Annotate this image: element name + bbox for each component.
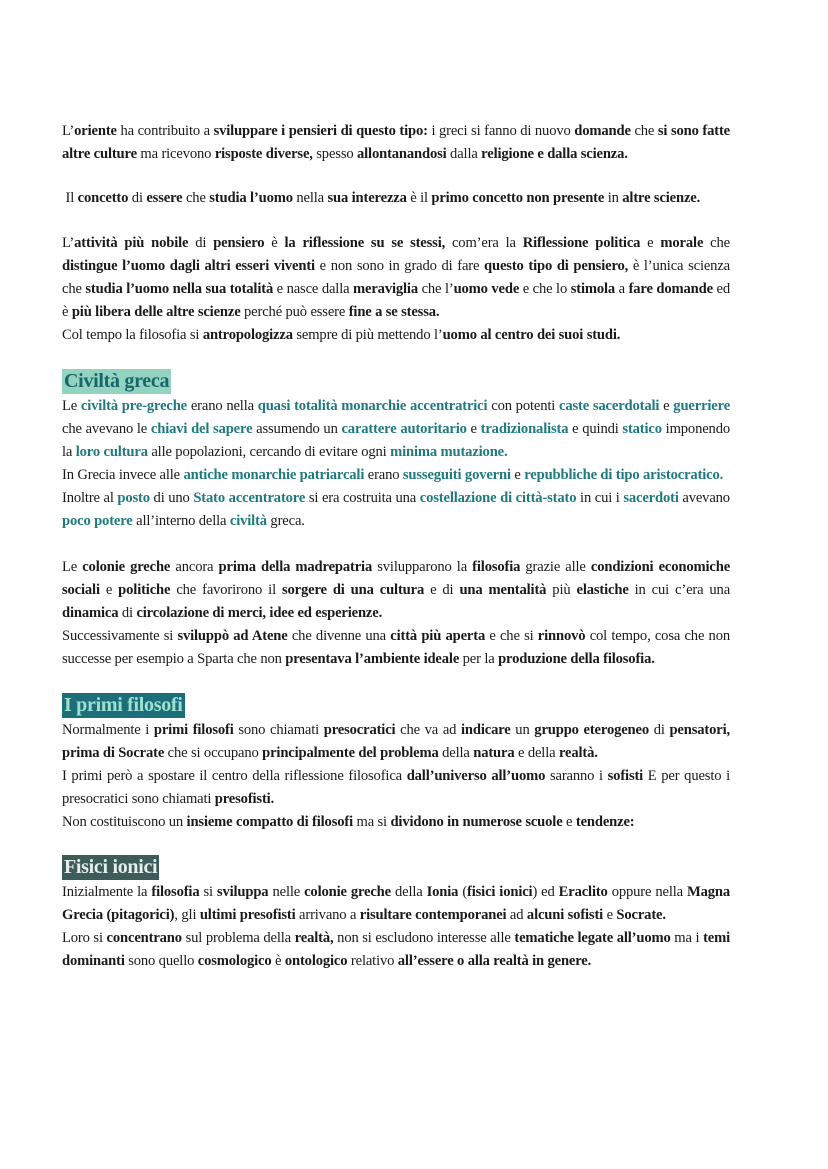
highlighted-term: chiavi del sapere: [150, 421, 253, 437]
bold-term: una mentalità: [459, 582, 547, 598]
bold-term: allontanandosi: [357, 146, 447, 162]
text-run: è il: [406, 190, 432, 206]
text-run: erano: [364, 467, 403, 483]
text-run: com’era la: [445, 235, 523, 251]
text-run: di: [118, 605, 137, 621]
bold-term: condizioni economiche sociali: [62, 559, 731, 598]
text-run: e: [466, 421, 481, 437]
text-run: ma i: [670, 930, 704, 946]
text-run: che va ad: [395, 722, 461, 738]
text-run: I primi però a spostare il centro della riflessione filosofica: [62, 768, 407, 784]
bold-term: più libera delle altre scienze: [71, 304, 241, 320]
bold-term: primi filosofi: [153, 722, 234, 738]
bold-term: altre scienze.: [622, 190, 701, 206]
text-run: all’interno della: [132, 513, 230, 529]
bold-term: stimola: [570, 281, 616, 297]
text-run: e: [99, 582, 119, 598]
text-run: e: [659, 398, 674, 414]
highlighted-term: repubbliche di tipo aristocratico.: [524, 467, 724, 483]
highlighted-term: antiche monarchie patriarcali: [183, 467, 365, 483]
bold-term: morale: [660, 235, 704, 251]
bold-term: pensiero: [213, 235, 265, 251]
text-run: Inizialmente la: [62, 884, 152, 900]
text-run: ma ricevono: [136, 146, 215, 162]
text-run: di: [188, 235, 214, 251]
text-run: che l’: [417, 281, 454, 297]
text-run: della: [390, 884, 427, 900]
bold-term: principalmente del problema: [262, 745, 439, 761]
bold-term: realtà.: [558, 745, 598, 761]
bold-term: concetto: [77, 190, 129, 206]
text-run: erano nella: [187, 398, 258, 414]
bold-term: si sono fatte altre culture: [62, 123, 730, 162]
text-run: si: [199, 884, 217, 900]
bold-term: indicare: [461, 722, 511, 738]
bold-term: concentrano: [106, 930, 182, 946]
bold-term: uomo vede: [453, 281, 520, 297]
text-run: alle popolazioni, cercando di evitare ogni: [147, 444, 391, 460]
text-run: che divenne una: [287, 628, 391, 644]
highlighted-term: tradizionalista: [480, 421, 569, 437]
text-run: in cui c’era una: [628, 582, 731, 598]
text-run: sul problema della: [181, 930, 295, 946]
paragraph-oriente: [62, 120, 730, 166]
section-primi-filosofi: [62, 693, 730, 834]
text-run: Normalmente i: [62, 722, 154, 738]
text-run: E per questo i presocratici sono chiamati: [62, 768, 730, 807]
bold-term: antropologizza: [202, 327, 293, 343]
text-run: imponendo la: [62, 421, 730, 460]
text-run: dalla: [446, 146, 482, 162]
bold-term: tematiche legate all’uomo: [514, 930, 671, 946]
paragraph-scuole: [62, 811, 730, 834]
bold-term: fine a se stessa.: [348, 304, 440, 320]
text-run: arrivano a: [295, 907, 360, 923]
text-run: avevano: [678, 490, 730, 506]
text-run: ha contribuito a: [116, 123, 214, 139]
text-run: della: [438, 745, 474, 761]
text-run: in: [604, 190, 623, 206]
text-run: Successivamente si: [62, 628, 178, 644]
bold-term: questo tipo di pensiero,: [484, 258, 629, 274]
bold-term: sua interezza: [327, 190, 407, 206]
bold-term: presentava l’ambiente ideale: [285, 651, 460, 667]
highlighted-term: minima mutazione.: [390, 444, 508, 460]
bold-term: presocratici: [323, 722, 396, 738]
bold-term: gruppo eterogeneo: [534, 722, 650, 738]
text-run: sono quello: [124, 953, 198, 969]
highlighted-term: statico: [622, 421, 662, 437]
text-run: perché può essere: [240, 304, 349, 320]
bold-term: pensatori, prima di Socrate: [62, 722, 730, 761]
text-run: più: [546, 582, 577, 598]
bold-term: dividono in numerose scuole: [390, 814, 563, 830]
bold-term: Magna Grecia (pitagorici): [62, 884, 731, 923]
text-run: un: [510, 722, 535, 738]
highlighted-term: civiltà pre-greche: [80, 398, 188, 414]
bold-term: produzione della filosofia.: [498, 651, 655, 667]
text-run: e che si: [485, 628, 538, 644]
heading-fisici-ionici: Fisici ionici: [64, 856, 158, 878]
highlighted-term: posto: [117, 490, 150, 506]
intro-section: [62, 120, 730, 166]
bold-term: natura: [473, 745, 515, 761]
bold-term: elastiche: [576, 582, 629, 598]
highlighted-term: caste sacerdotali: [559, 398, 660, 414]
bold-term: studia l’uomo nella sua totalità: [85, 281, 274, 297]
text-run: ) ed: [532, 884, 559, 900]
bold-term: sviluppa: [216, 884, 269, 900]
bold-term: all’essere o alla realtà in genere.: [397, 953, 592, 969]
text-run: Loro si: [62, 930, 107, 946]
text-run: saranno i: [545, 768, 608, 784]
text-run: Le: [62, 559, 83, 575]
text-run: che si occupano: [164, 745, 263, 761]
text-run: ad: [506, 907, 527, 923]
bold-term: alcuni sofisti: [526, 907, 604, 923]
text-run: L’: [62, 123, 75, 139]
section-fisici-ionici: [62, 855, 730, 973]
text-run: e della: [514, 745, 559, 761]
text-run: a: [615, 281, 629, 297]
text-run: è l’unica scienza che: [62, 258, 730, 297]
bold-term: risultare contemporanei: [359, 907, 507, 923]
highlighted-term: civiltà: [229, 513, 267, 529]
bold-term: la riflessione su se stessi,: [284, 235, 446, 251]
bold-term: presofisti.: [214, 791, 275, 807]
bold-term: meraviglia: [353, 281, 418, 297]
text-run: e che lo: [519, 281, 571, 297]
concept-section: [62, 187, 730, 210]
bold-term: oriente: [74, 123, 117, 139]
highlighted-term: carattere autoritario: [341, 421, 467, 437]
bold-term: Ionia: [426, 884, 459, 900]
bold-term: risposte diverse,: [214, 146, 313, 162]
text-run: grazie alle: [520, 559, 591, 575]
bold-term: attività più nobile: [74, 235, 189, 251]
bold-term: sviluppare i pensieri di questo tipo:: [213, 123, 428, 139]
highlighted-term: Stato accentratore: [193, 490, 306, 506]
text-run: e nasce dalla: [273, 281, 354, 297]
text-run: con potenti: [487, 398, 559, 414]
bold-term: tendenze:: [575, 814, 635, 830]
text-run: non si escludono interesse alle: [333, 930, 515, 946]
bold-term: politiche: [118, 582, 171, 598]
bold-term: insieme compatto di filosofi: [186, 814, 353, 830]
bold-term: temi dominanti: [62, 930, 731, 969]
highlighted-term: costellazione di città-stato: [419, 490, 577, 506]
text-run: , gli: [174, 907, 200, 923]
bold-term: prima della madrepatria: [218, 559, 373, 575]
text-run: e: [603, 907, 617, 923]
bold-term: filosofia: [151, 884, 200, 900]
text-run: di uno: [149, 490, 194, 506]
paragraph-sofisti: [62, 765, 730, 811]
text-run: e: [510, 467, 525, 483]
bold-term: rinnovò: [537, 628, 586, 644]
text-run: greca.: [266, 513, 305, 529]
text-run: che: [630, 123, 658, 139]
bold-term: religione e dalla scienza.: [481, 146, 628, 162]
bold-term: sorgere di una cultura: [281, 582, 425, 598]
paragraph-colonie: [62, 556, 730, 625]
paragraph-realta: [62, 927, 730, 973]
highlighted-term: susseguiti governi: [402, 467, 511, 483]
bold-term: sviluppò ad Atene: [177, 628, 288, 644]
text-run: svilupparono la: [372, 559, 473, 575]
bold-term: colonie greche: [82, 559, 171, 575]
text-run: e di: [424, 582, 460, 598]
paragraph-inoltre: [62, 487, 730, 533]
text-run: Il: [62, 190, 78, 206]
text-run: oppure nella: [607, 884, 687, 900]
bold-term: filosofia: [472, 559, 521, 575]
bold-term: fisici ionici: [467, 884, 533, 900]
bold-term: Riflessione politica: [522, 235, 641, 251]
text-run: in cui i: [576, 490, 624, 506]
paragraph-attivita: [62, 232, 730, 324]
activity-section: [62, 232, 730, 347]
text-run: e non sono in grado di fare: [314, 258, 485, 274]
bold-term: dinamica: [62, 605, 119, 621]
text-run: In Grecia invece alle: [62, 467, 184, 483]
text-run: è: [264, 235, 285, 251]
text-run: che avevano le: [62, 421, 151, 437]
highlighted-term: poco potere: [62, 513, 133, 529]
highlighted-term: guerriere: [673, 398, 731, 414]
paragraph-in-grecia: [62, 464, 730, 487]
text-run: assumendo un: [252, 421, 342, 437]
colonies-section: [62, 556, 730, 671]
highlighted-term: sacerdoti: [623, 490, 679, 506]
bold-term: uomo al centro dei suoi studi.: [442, 327, 621, 343]
paragraph-concetto: [62, 187, 730, 210]
text-run: i greci si fanno di nuovo: [427, 123, 575, 139]
text-run: spesso: [312, 146, 357, 162]
paragraph-inizialmente: [62, 881, 730, 927]
paragraph-col-tempo: [62, 324, 730, 347]
text-run: (: [458, 884, 468, 900]
text-run: è: [271, 953, 285, 969]
text-run: sempre di più mettendo l’: [292, 327, 443, 343]
text-run: nelle: [268, 884, 305, 900]
text-run: ed è: [62, 281, 730, 320]
bold-term: ultimi presofisti: [199, 907, 296, 923]
text-run: e: [562, 814, 576, 830]
section-civilta-greca: [62, 369, 730, 533]
heading-primi-filosofi: I primi filosofi: [64, 694, 183, 716]
bold-term: Eraclito: [558, 884, 608, 900]
text-run: col tempo, cosa che non successe per esempio a Sparta che non: [62, 628, 730, 667]
bold-term: cosmologico: [197, 953, 272, 969]
bold-term: dall’universo all’uomo: [406, 768, 546, 784]
text-run: Inoltre al: [62, 490, 118, 506]
bold-term: distingue l’uomo dagli altri esseri viventi: [62, 258, 315, 274]
text-run: relativo: [347, 953, 398, 969]
bold-term: primo concetto non presente: [431, 190, 605, 206]
paragraph-presocratici: [62, 719, 730, 765]
heading-civilta-greca: Civiltà greca: [64, 370, 170, 392]
bold-term: città più aperta: [390, 628, 486, 644]
text-run: L’: [62, 235, 75, 251]
bold-term: domande: [574, 123, 631, 139]
paragraph-atene: [62, 625, 730, 671]
text-run: che: [182, 190, 210, 206]
text-run: di: [128, 190, 147, 206]
bold-term: Socrate.: [616, 907, 666, 923]
bold-term: ontologico: [284, 953, 348, 969]
text-run: sono chiamati: [233, 722, 324, 738]
bold-term: realtà,: [294, 930, 334, 946]
text-run: ma si: [353, 814, 391, 830]
bold-term: essere: [146, 190, 183, 206]
text-run: Le: [62, 398, 81, 414]
highlighted-term: quasi totalità monarchie accentratrici: [257, 398, 488, 414]
bold-term: circolazione di merci, idee ed esperienze.: [136, 605, 383, 621]
text-run: e quindi: [568, 421, 623, 437]
text-run: e: [640, 235, 661, 251]
bold-term: sofisti: [607, 768, 644, 784]
text-run: nella: [292, 190, 328, 206]
bold-term: fare domande: [628, 281, 713, 297]
bold-term: studia l’uomo: [209, 190, 293, 206]
text-run: che favorirono il: [170, 582, 282, 598]
text-run: di: [649, 722, 670, 738]
bold-term: colonie greche: [304, 884, 391, 900]
text-run: Non costituiscono un: [62, 814, 187, 830]
highlighted-term: loro cultura: [75, 444, 148, 460]
text-run: Col tempo la filosofia si: [62, 327, 203, 343]
paragraph-civilta-pregreche: [62, 395, 730, 464]
text-run: per la: [459, 651, 499, 667]
text-run: che: [703, 235, 730, 251]
text-run: ancora: [170, 559, 219, 575]
text-run: si era costruita una: [305, 490, 420, 506]
